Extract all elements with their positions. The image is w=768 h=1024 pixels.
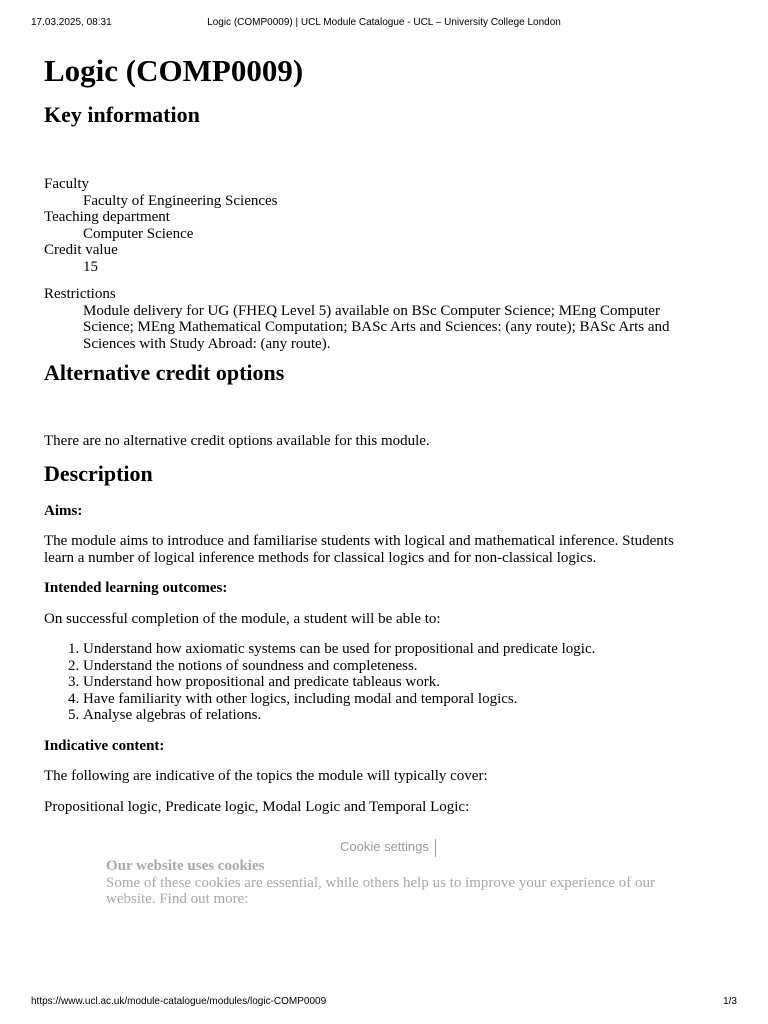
department-value: Computer Science (83, 225, 194, 242)
cookie-banner (106, 858, 666, 908)
page-title: Logic (COMP0009) (44, 53, 304, 88)
faculty-value: Faculty of Engineering Sciences (83, 192, 278, 209)
cookie-settings-button[interactable]: Cookie settings (340, 839, 436, 857)
print-page-title: Logic (COMP0009) | UCL Module Catalogue - UCL – University College London (207, 17, 561, 28)
print-date: 17.03.2025, 08:31 (31, 17, 112, 28)
alternative-credit-heading: Alternative credit options (44, 360, 285, 385)
cookie-banner-text: Some of these cookies are essential, while others help us to improve your experience of our website. Find out more: (106, 874, 656, 907)
outcomes-label: Intended learning outcomes: (44, 580, 228, 596)
outcomes-intro: On successful completion of the module, a student will be able to: (44, 610, 441, 627)
description-heading: Description (44, 460, 153, 486)
main-content (44, 52, 704, 815)
credit-value: 15 (83, 258, 98, 275)
aims-text: The module aims to introduce and familiarise students with logical and mathematical inference. Students learn a number of logical inference methods for classical logics and for non-classical logics. (44, 533, 674, 566)
key-information-heading: Key information (44, 102, 200, 127)
indicative-content-label: Indicative content: (44, 737, 165, 754)
restrictions-value: Module delivery for UG (FHEQ Level 5) available on BSc Computer Science; MEng Computer Science; MEng Mathematical Computation; BASc Arts and Sciences: (any route); BASc Arts and Sciences with Study Abroad: (any route). (83, 302, 670, 352)
alternative-credit-text: There are no alternative credit options available for this module. (44, 433, 430, 449)
outcomes-list (44, 641, 704, 724)
aims-label: Aims: (44, 502, 83, 519)
indicative-content-intro: The following are indicative of the topics the module will typically cover: (44, 768, 488, 784)
list-item: 4. Have familiarity with other logics, including modal and temporal logics. (83, 691, 704, 708)
list-item: 1. Understand how axiomatic systems can be used for propositional and predicate logic. (83, 641, 704, 658)
indicative-content-topics: Propositional logic, Predicate logic, Modal Logic and Temporal Logic: (44, 798, 470, 815)
print-page-number: 1/3 (723, 996, 737, 1007)
cookie-banner-title: Our website uses cookies (106, 858, 265, 874)
list-item: 3. Understand how propositional and predicate tableaus work. (83, 674, 704, 691)
credit-value-label: Credit value (44, 242, 118, 258)
list-item: 5. Analyse algebras of relations. (83, 707, 704, 724)
department-label: Teaching department (44, 209, 170, 225)
restrictions-label: Restrictions (44, 286, 116, 302)
faculty-label: Faculty (44, 176, 89, 192)
print-url: https://www.ucl.ac.uk/module-catalogue/modules/logic-COMP0009 (31, 996, 327, 1007)
list-item: 2. Understand the notions of soundness and completeness. (83, 658, 704, 675)
key-information-list (44, 176, 704, 352)
